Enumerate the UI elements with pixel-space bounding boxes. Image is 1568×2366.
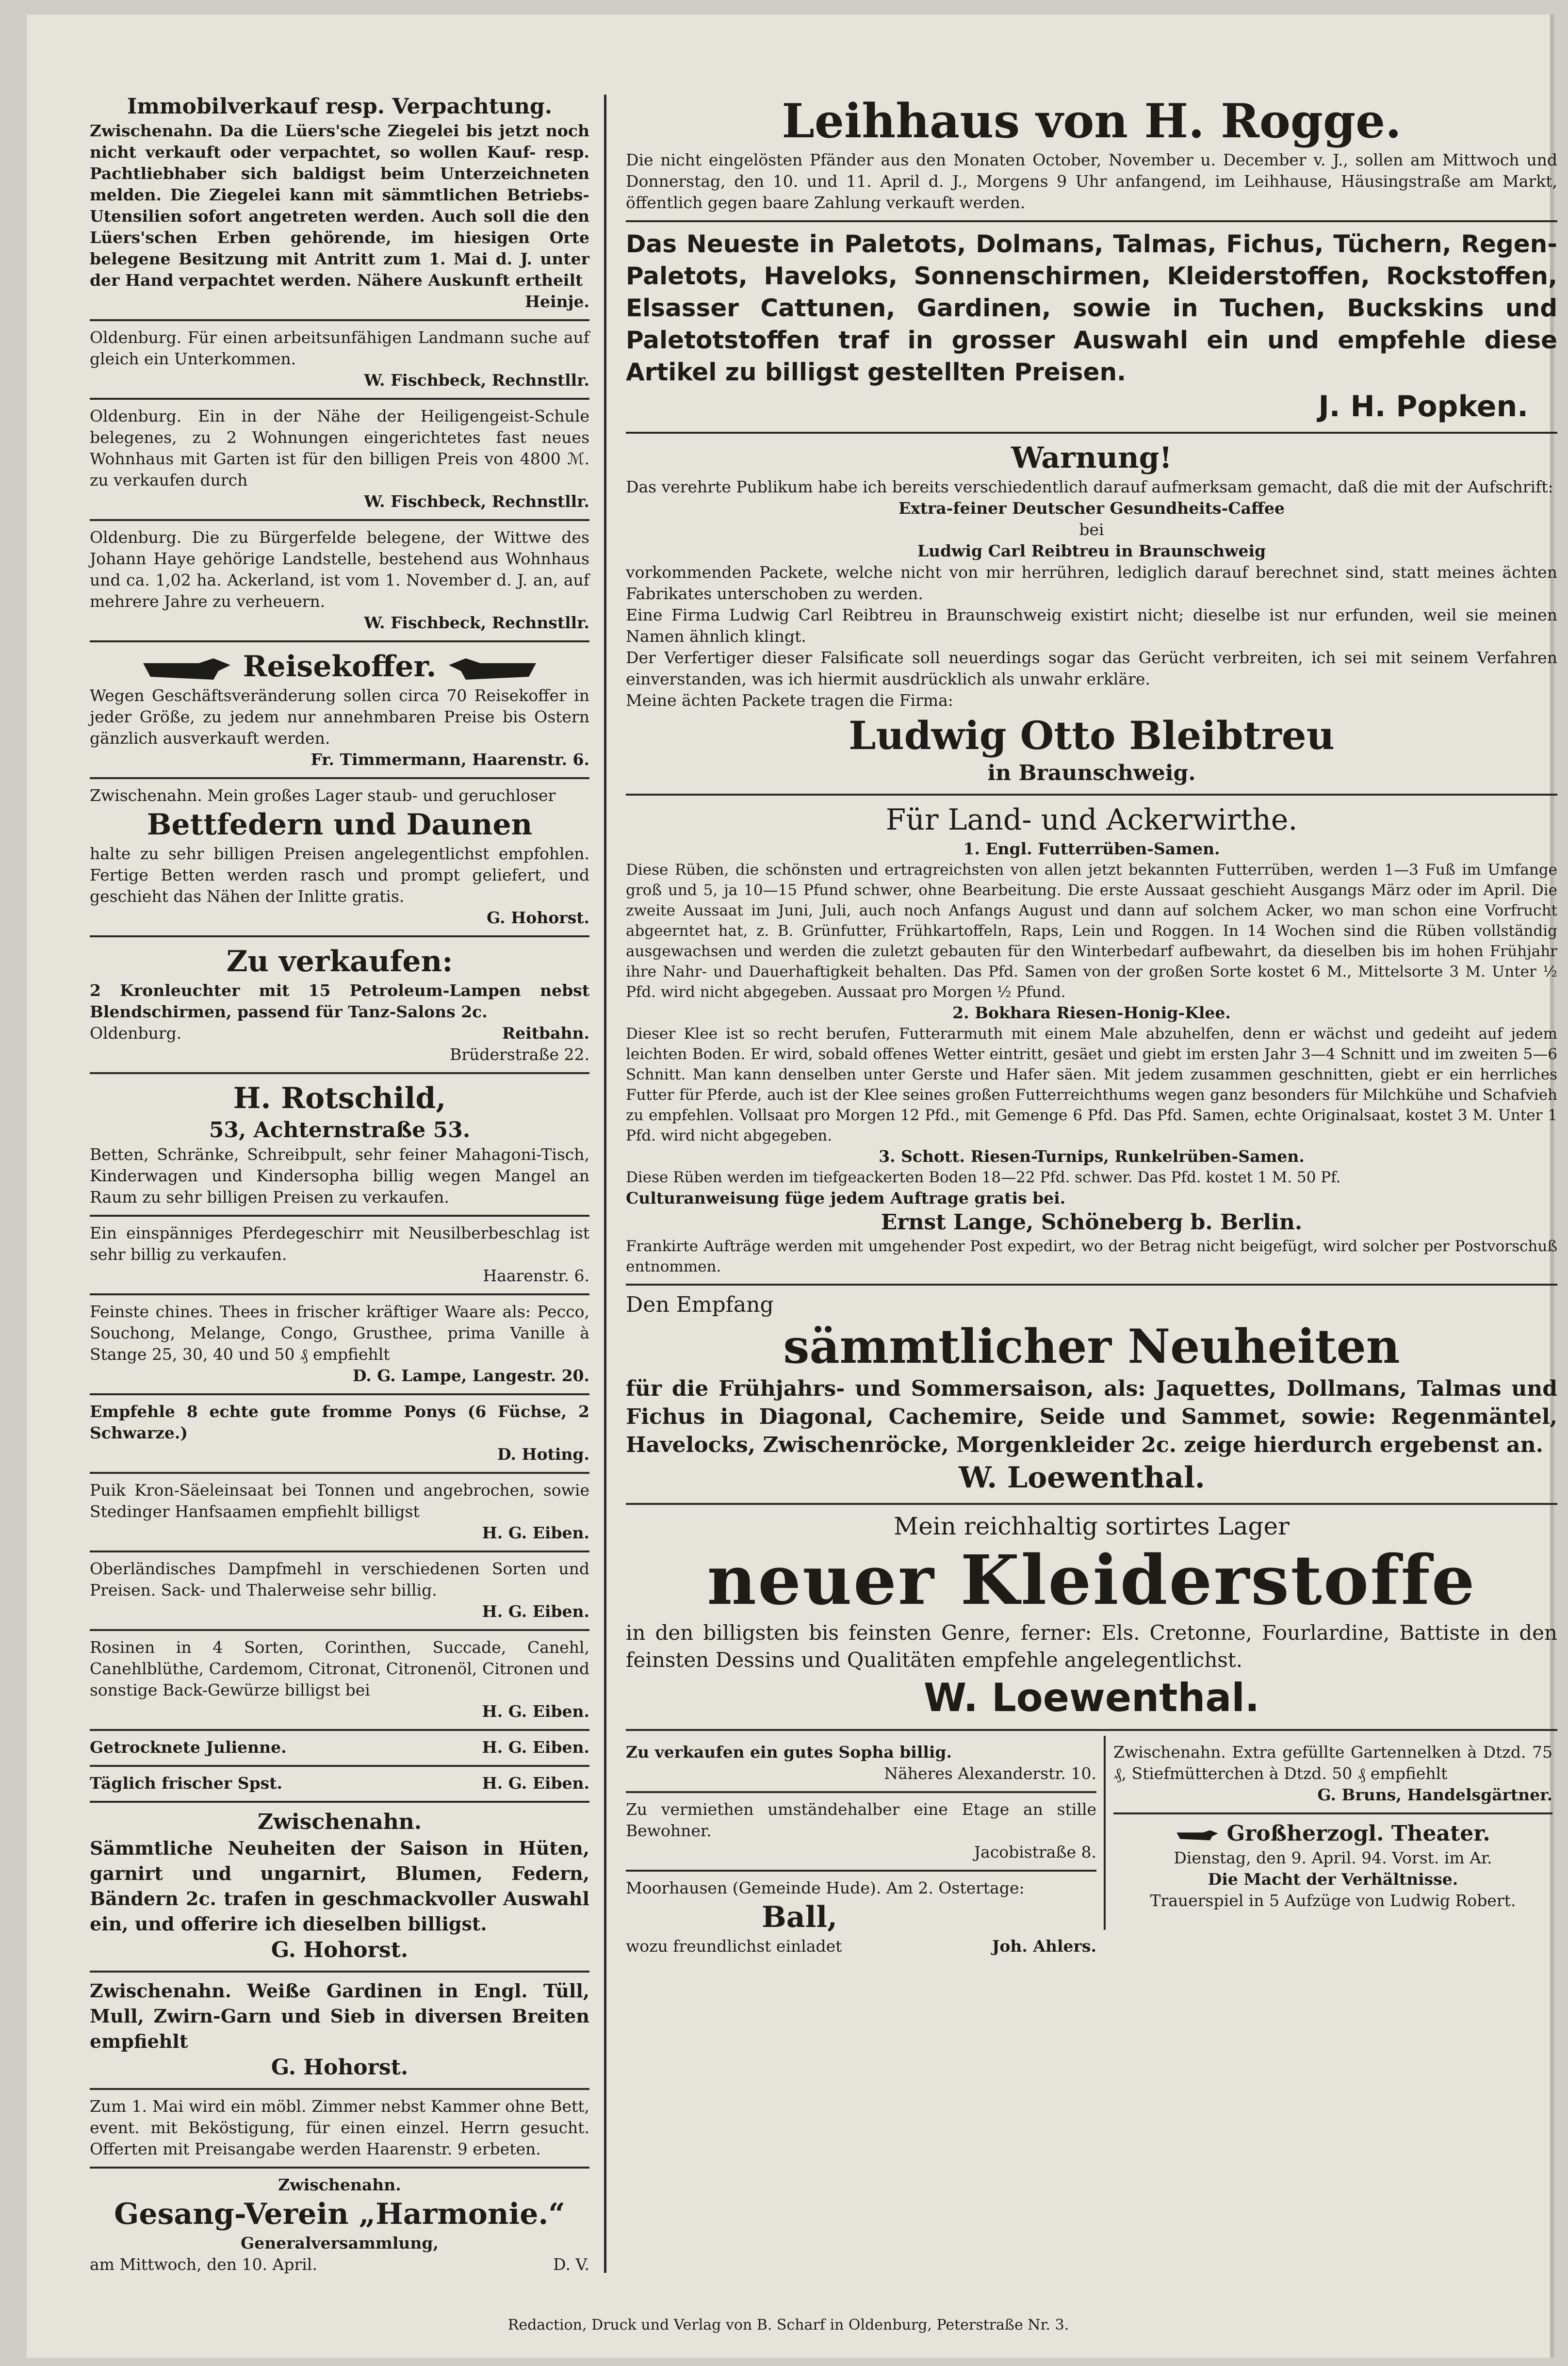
ad-company: Ludwig Carl Reibtreu in Braunschweig: [917, 541, 1266, 560]
ad-signature: G. Hohorst.: [271, 2055, 408, 2080]
ad-julienne: [90, 1731, 589, 1767]
ad-paragraph: Culturanweisung füge jedem Auftrage gratis bei.: [626, 1189, 1066, 1207]
ad-place-line: [90, 1023, 589, 1044]
small-ads-right: [1113, 1736, 1552, 1918]
ad-signature: G. Hohorst.: [487, 908, 589, 927]
ad-address: Jacobistraße 8.: [974, 1843, 1096, 1861]
ad-body: Zwischenahn. Weiße Gardinen in Engl. Tüll, Mull, Zwirn-Garn und Sieb in diversen Breiten empfiehlt: [90, 1980, 589, 2052]
ad-signature: W. Loewenthal.: [959, 1461, 1205, 1495]
ad-signature: Haarenstr. 6.: [483, 1266, 589, 1285]
ad-play: Die Macht der Verhältnisse.: [1208, 1870, 1458, 1889]
ad-signature: G. Bruns, Handelsgärtner.: [1317, 1785, 1552, 1804]
pointing-hand-right-icon: [141, 654, 233, 684]
ad-gardinen: [90, 1973, 589, 2090]
ad-bruns: [1113, 1736, 1552, 1814]
ad-ponys: [90, 1395, 589, 1474]
ad-address: 53, Achternstraße 53.: [209, 1118, 471, 1142]
ad-zimmer: [90, 2090, 589, 2169]
ad-firm: Ludwig Otto Bleibtreu: [849, 713, 1335, 758]
ad-body: Zwischenahn. Da die Lüers'sche Ziegelei bis jetzt noch nicht verkauft oder verpachtet, so wollen Kauf- resp. Pachtliebhaber sich baldigst beim Unterzeichneten melden. Die Ziegelei kann mit sämmtlichen Betriebs-Utensilien sofort angetreten werden. Auch soll die den Lüers'schen Erben gehörende, im hiesigen Orte belegene Besitzung mit Antritt zum 1. Mai d. J. unter der Hand verpachtet werden. Nähere Auskunft ertheilt: [90, 121, 589, 290]
ad-warnung: [626, 434, 1557, 796]
ad-body: halte zu sehr billigen Preisen angelegentlichst empfohlen. Fertige Betten werden rasch und prompt geliefert, und geschieht das Nähen der Inlitte gratis.: [90, 844, 589, 906]
ad-line: [626, 1936, 1096, 1957]
newspaper-page: [27, 15, 1557, 2358]
ad-subtitle: Generalversammlung,: [241, 2234, 439, 2252]
ad-wohnhaus: [90, 400, 589, 521]
ad-title: Ball,: [762, 1900, 838, 1934]
imprint-footer: Redaction, Druck und Verlag von B. Scharf in Oldenburg, Peterstraße Nr. 3.: [507, 2317, 1069, 2333]
ad-body: Empfehle 8 echte gute fromme Ponys (6 Füchse, 2 Schwarze.): [90, 1402, 589, 1442]
ad-signature: W. Fischbeck, Rechnstllr.: [364, 613, 589, 632]
ad-signature: W. Fischbeck, Rechnstllr.: [364, 492, 589, 511]
ad-body: Feinste chines. Thees in frischer kräftiger Waare als: Pecco, Souchong, Melange, Congo, Grusthee, prima Vanille à Stange 25, 30, 40 und 50 ₰ empfiehlt: [90, 1302, 589, 1364]
ad-signature: H. G. Eiben.: [482, 1702, 589, 1721]
ad-date: am Mittwoch, den 10. April.: [90, 2255, 317, 2274]
ad-etage: [626, 1793, 1096, 1872]
ad-reisekoffer: [90, 642, 589, 779]
ad-body: in den billigsten bis feinsten Genre, ferner: Els. Cretonne, Fourlardine, Battiste in den feinsten Dessins und Qualitäten empfehle angelegentlichst.: [626, 1621, 1557, 1672]
ad-signature: D. G. Lampe, Langestr. 20.: [352, 1366, 589, 1385]
ad-signature: Heinje.: [524, 292, 589, 311]
ad-spargel: [90, 1767, 589, 1803]
ad-rosinen: [90, 1631, 589, 1731]
ad-signature: H. G. Eiben.: [482, 1523, 589, 1542]
ad-signature: D. V.: [553, 2255, 589, 2274]
ad-title: Zu verkaufen:: [226, 945, 453, 979]
ad-body: Rosinen in 4 Sorten, Corinthen, Succade, Canehl, Canehlblüthe, Cardemom, Citronat, Citronenöl, Citronen und sonstige Back-Gewürze billigst bei: [90, 1638, 589, 1699]
ad-city: in Braunschweig.: [987, 761, 1196, 785]
ad-place: Zwischenahn.: [278, 2175, 401, 2194]
ad-paragraph: Eine Firma Ludwig Carl Reibtreu in Braunschweig existirt nicht; dieselbe ist nur erfunden, weil sie meinen Namen ähnlich klingt.: [626, 605, 1557, 646]
ad-paragraph: Diese Rüben, die schönsten und ertragreichsten von allen jetzt bekannten Futterrüben, werden 1—3 Fuß im Umfange groß und 5, ja 10—15 Pfund schwer, ohne Bearbeitung. Die erste Aussaat geschieht Ausgangs März oder im April. Die zweite Aussaat im Juni, Juli, auch noch Anfangs August und dann auf solchem Acker, wo man schon eine Vorfrucht abgeerntet hat, z. B. Grünfutter, Frühkartoffeln, Raps, Lein und Roggen. In 14 Wochen sind die Rüben vollständig ausgewachsen und werden die zuletzt gebauten für den Winterbedarf aufbewahrt, da dieselben bis im hohen Frühjahr ihre Nahr- und Dauerhaftigkeit behalten. Das Pfd. Samen von der großen Sorte kostet 6 M., Mittelsorte 3 M. Unter ½ Pfd. wird nicht abgegeben. Aussaat pro Morgen ½ Pfund.: [626, 861, 1557, 1001]
ad-theater: [1113, 1814, 1552, 1918]
ad-title: neuer Kleiderstoffe: [707, 1541, 1476, 1620]
ad-signature: H. G. Eiben.: [482, 1738, 589, 1757]
ad-body: Oldenburg. Die zu Bürgerfelde belegene, der Wittwe des Johann Haye gehörige Landstelle, bestehend aus Wohnhaus und ca. 1,02 ha. Ackerland, ist vom 1. November d. J. an, auf mehrere Jahre zu verheuern.: [90, 528, 589, 611]
ad-bei: bei: [1079, 520, 1104, 539]
pointing-hand-right-icon: [1176, 1826, 1219, 1845]
ad-date-line: [90, 2254, 589, 2275]
left-column: [90, 87, 589, 2282]
ad-title: Bettfedern und Daunen: [147, 808, 533, 842]
ad-genre: Trauerspiel in 5 Aufzüge von Ludwig Robert.: [1150, 1891, 1516, 1910]
ad-title-text: Reisekoffer.: [243, 650, 437, 684]
ad-leihhaus: [626, 87, 1557, 222]
ad-intro: Den Empfang: [626, 1292, 774, 1317]
ad-body: Zum 1. Mai wird ein möbl. Zimmer nebst Kammer ohne Bett, event. mit Beköstigung, für einen einzel. Herrn gesucht. Offerten mit Preisangabe werden Haarenstr. 9 erbeten.: [90, 2097, 589, 2158]
ad-heading-3: 3. Schott. Riesen-Turnips, Runkelrüben-Samen.: [879, 1147, 1305, 1166]
ad-signature: Ernst Lange, Schöneberg b. Berlin.: [881, 1210, 1303, 1235]
ad-body: Das Neueste in Paletots, Dolmans, Talmas, Fichus, Tüchern, Regen-Paletots, Haveloks, Sonnenschirmen, Kleiderstoffen, Rockstoffen, Elsasser Cattunen, Gardinen, sowie in Tuchen, Buckskins und Paletotstoffen traf in grosser Auswahl ein und empfehle diese Artikel zu billigst gestellten Preisen.: [626, 230, 1557, 386]
ad-loewenthal-kleiderstoffe: [626, 1505, 1557, 1731]
ad-line: [90, 1773, 589, 1794]
ad-body: Betten, Schränke, Schreibpult, sehr feiner Mahagoni-Tisch, Kinderwagen und Kindersopha billig wegen Mangel an Raum zu sehr billigen Preisen zu verkaufen.: [90, 1145, 589, 1207]
ad-heading-2: 2. Bokhara Riesen-Honig-Klee.: [952, 1003, 1231, 1022]
ad-signature: H. G. Eiben.: [482, 1774, 589, 1793]
column-divider: [604, 95, 606, 2273]
ad-date: Dienstag, den 9. April. 94. Vorst. im Ar.: [1174, 1848, 1492, 1867]
ad-ball: [626, 1872, 1096, 1964]
ad-body: Täglich frischer Spst.: [90, 1774, 282, 1793]
ad-body: Zwischenahn. Extra gefüllte Gartennelken à Dtzd. 75 ₰, Stiefmütterchen à Dtzd. 50 ₰ empfiehlt: [1113, 1743, 1552, 1783]
ad-title: Zwischenahn.: [257, 1810, 422, 1834]
ad-body: Getrocknete Julienne.: [90, 1738, 287, 1757]
ad-loewenthal-neuheiten: [626, 1286, 1557, 1505]
ad-immobilverkauf: [90, 87, 589, 321]
ad-address: Brüderstraße 22.: [450, 1045, 589, 1064]
ad-paragraph: Dieser Klee ist so recht berufen, Futterarmuth mit einem Male abzuhelfen, denn er wächst und gedeiht auf jedem leichten Boden. Er wird, sobald offenes Wetter eintritt, gesäet und giebt im ersten Jahr 3—4 Schnitt und im zweiten 5—6 Schnitt. Man kann denselben unter Gerste und Hafer säen. Mit jedem zusammen geschnitten, giebt er ein herrliches Futter für Pferde, auch ist der Klee seines großen Futterreichthums wegen ganz besonders für Milchkühe und Schafvieh zu empfehlen. Vollsaat pro Morgen 12 Pfd., mit Gemenge 6 Pfd. Das Pfd. Samen, echte Originalsaat, kostet 3 M. Unter 1 Pfd. wird nicht abgegeben.: [626, 1025, 1557, 1144]
ad-paragraph: vorkommenden Packete, welche nicht von mir herrühren, lediglich darauf berechnet sind, statt meines ächten Fabrikates unterschoben zu werden.: [626, 563, 1557, 603]
ad-body: Oldenburg. Ein in der Nähe der Heiligengeist-Schule belegenes, zu 2 Wohnungen eingerichtetes fast neues Wohnhaus mit Garten ist für den billigen Preis von 4800 ℳ. zu verkaufen durch: [90, 407, 589, 490]
ad-pferdegeschirr: [90, 1217, 589, 1295]
ad-product: Extra-feiner Deutscher Gesundheits-Caffee: [898, 499, 1285, 518]
ad-signature: H. G. Eiben.: [482, 1602, 589, 1621]
ad-landstelle: [90, 521, 589, 642]
small-ads-left: [626, 1736, 1096, 1964]
ad-paragraph: Frankirte Aufträge werden mit umgehender Post expedirt, wo der Betrag nicht beigefügt, wird solcher per Postvorschuß entnommen.: [626, 1238, 1557, 1275]
ad-signature: J. H. Popken.: [1318, 390, 1528, 424]
ad-body: wozu freundlichst einladet: [626, 1937, 842, 1956]
ad-signature: Fr. Timmermann, Haarenstr. 6.: [310, 750, 589, 769]
ad-signature: W. Loewenthal.: [923, 1675, 1260, 1720]
ad-intro: Zwischenahn. Mein großes Lager staub- und geruchloser: [90, 786, 556, 805]
ad-paragraph: Meine ächten Packete tragen die Firma:: [626, 691, 953, 710]
ad-popken: [626, 222, 1557, 434]
ad-signature: G. Hohorst.: [271, 1938, 408, 1962]
ad-bettfedern: [90, 779, 589, 937]
ad-body: 2 Kronleuchter mit 15 Petroleum-Lampen nebst Blendschirmen, passend für Tanz-Salons 2c.: [90, 981, 589, 1021]
ad-body: für die Frühjahrs- und Sommersaison, als: Jaquettes, Dollmans, Talmas und Fichus in Diagonal, Cachemire, Seide und Sammet, sowie: Regenmäntel, Havelocks, Zwischenröcke, Morgenkleider 2c. zeige hierdurch ergebenst an.: [626, 1376, 1557, 1457]
ad-title-text: Großherzogl. Theater.: [1226, 1821, 1490, 1846]
ad-title: [1113, 1820, 1552, 1847]
ad-body: Zu vermiethen umständehalber eine Etage an stille Bewohner.: [626, 1800, 1096, 1840]
ad-title: Leihhaus von H. Rogge.: [782, 94, 1402, 148]
ad-signature: Joh. Ahlers.: [992, 1937, 1096, 1956]
ad-body: Die nicht eingelösten Pfänder aus den Monaten October, November u. December v. J., sollen am Mittwoch und Donnerstag, den 10. und 11. April d. J., Morgens 9 Uhr anfangend, im Leihhause, Häusingstraße am Markt, öffentlich gegen baare Zahlung verkauft werden.: [626, 150, 1557, 212]
ad-signature: W. Fischbeck, Rechnstllr.: [364, 371, 589, 390]
ad-lange: [626, 796, 1557, 1286]
ad-title: Für Land- und Ackerwirthe.: [885, 803, 1298, 837]
ad-thees: [90, 1295, 589, 1395]
pointing-hand-left-icon: [446, 654, 539, 684]
ad-body: Puik Kron-Säeleinsaat bei Tonnen und angebrochen, sowie Stedinger Hanfsaamen empfiehlt billigst: [90, 1481, 589, 1521]
ad-body: Ein einspänniges Pferdegeschirr mit Neusilberbeschlag ist sehr billig zu verkaufen.: [90, 1224, 589, 1264]
ad-address: Näheres Alexanderstr. 10.: [884, 1764, 1096, 1783]
ad-title: Immobilverkauf resp. Verpachtung.: [127, 94, 553, 119]
small-ads-row: [626, 1731, 1557, 1956]
ad-sopha: [626, 1736, 1096, 1793]
ad-zu-verkaufen: [90, 937, 589, 1074]
ad-title: sämmtlicher Neuheiten: [783, 1319, 1400, 1374]
ad-title: H. Rotschild,: [233, 1081, 446, 1115]
ad-intro: Mein reichhaltig sortirtes Lager: [894, 1512, 1290, 1540]
ad-rotschild: [90, 1074, 589, 1217]
ad-heading-1: 1. Engl. Futterrüben-Samen.: [963, 839, 1220, 858]
ad-body: Sämmtliche Neuheiten der Saison in Hüten, garnirt und ungarnirt, Blumen, Federn, Bändern 2c. trafen in geschmackvoller Auswahl ein, und offerire ich dieselben billigst.: [90, 1837, 589, 1935]
ad-paragraph: Das verehrte Publikum habe ich bereits verschiedentlich darauf aufmerksam gemacht, daß die mit der Aufschrift:: [626, 477, 1553, 496]
right-column: [626, 87, 1557, 1956]
ad-place: Oldenburg.: [90, 1024, 182, 1043]
ad-hohorst-hueten: [90, 1803, 589, 1973]
ad-body: Oldenburg. Für einen arbeitsunfähigen Landmann suche auf gleich ein Unterkommen.: [90, 328, 589, 368]
ad-landmann: [90, 321, 589, 400]
ad-saeleinsaat: [90, 1474, 589, 1552]
ad-line: [90, 1737, 589, 1758]
ad-harmonie: [90, 2169, 589, 2282]
ad-paragraph: Der Verfertiger dieser Falsificate soll neuerdings sogar das Gerücht verbreiten, ich sei mit seinem Verfahren einverstanden, was ich hiermit ausdrücklich als unwahr erkläre.: [626, 648, 1557, 688]
ad-dampfmehl: [90, 1552, 589, 1631]
ad-signature: D. Hoting.: [497, 1445, 589, 1464]
ad-title: Gesang-Verein „Harmonie.“: [114, 2197, 565, 2231]
ad-intro: Moorhausen (Gemeinde Hude). Am 2. Ostertage:: [626, 1878, 1025, 1897]
ad-title: [90, 648, 589, 685]
small-ads-divider: [1104, 1736, 1106, 1930]
ad-body: Zu verkaufen ein gutes Sopha billig.: [626, 1743, 952, 1762]
ad-body: Wegen Geschäftsveränderung sollen circa 70 Reisekoffer in jeder Größe, zu jedem nur annehmbaren Preise bis Ostern gänzlich ausverkauft werden.: [90, 686, 589, 748]
ad-signature: Reitbahn.: [502, 1024, 589, 1043]
ad-paragraph: Diese Rüben werden im tiefgeackerten Boden 18—22 Pfd. schwer. Das Pfd. kostet 1 M. 50 Pf.: [626, 1169, 1341, 1186]
ad-body: Oberländisches Dampfmehl in verschiedenen Sorten und Preisen. Sack- und Thalerweise sehr billig.: [90, 1559, 589, 1599]
ad-title: Warnung!: [1011, 441, 1172, 475]
